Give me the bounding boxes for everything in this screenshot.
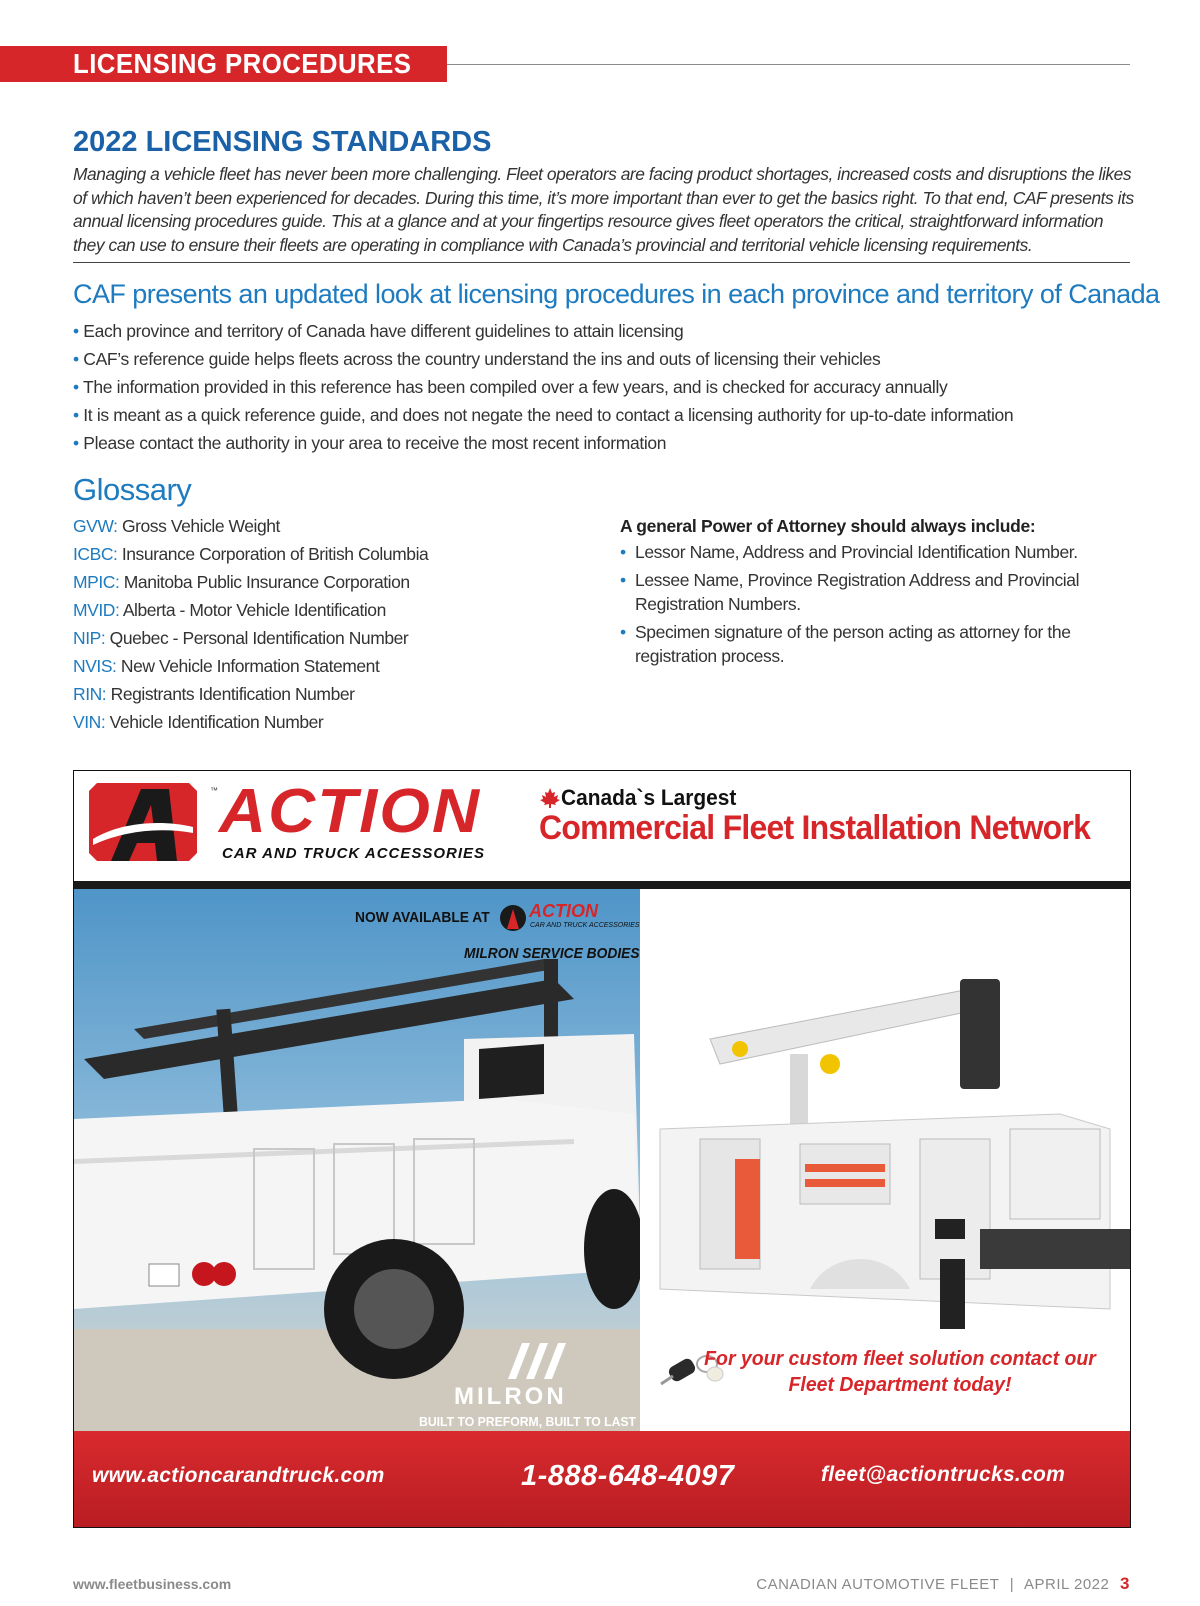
action-logo-icon (89, 779, 197, 865)
glossary-term: ICBC: (73, 544, 118, 564)
glossary-definition: Vehicle Identification Number (109, 712, 324, 732)
list-item: • Lessor Name, Address and Provincial Identification Number. (620, 542, 1078, 562)
glossary-term: GVW: (73, 516, 118, 536)
page-title: 2022 LICENSING STANDARDS (73, 126, 492, 158)
power-of-attorney-box (620, 512, 1120, 672)
bullet-dot: • (620, 542, 626, 562)
available-brand: ACTION (529, 901, 598, 921)
list-item: • CAF’s reference guide helps fleets across the country understand the ins and outs of licensing their vehicles (73, 349, 881, 369)
glossary-definition: Registrants Identification Number (110, 684, 355, 704)
ad-kicker: Canada`s Largest (561, 785, 737, 810)
issue-date: APRIL 2022 (1024, 1576, 1110, 1593)
ad-contact-bar (74, 1431, 1130, 1527)
service-truck-photo (74, 889, 640, 1431)
bullet-dot: • (73, 321, 79, 341)
list-item: • It is meant as a quick reference guide, and does not negate the need to contact a licensing authority for up-to-date information (73, 405, 1014, 425)
page-number: 3 (1120, 1574, 1130, 1593)
subheading: CAF presents an updated look at licensing procedures in each province and territory of Canada (73, 279, 1160, 309)
glossary-term: MPIC: (73, 572, 120, 592)
glossary-list (73, 512, 428, 736)
section-title: LICENSING PROCEDURES (73, 48, 412, 79)
glossary-definition: Quebec - Personal Identification Number (109, 628, 409, 648)
glossary-definition: Gross Vehicle Weight (121, 516, 280, 536)
bullet-dot: • (73, 349, 79, 369)
ad-email-link[interactable]: fleet@actiontrucks.com (821, 1463, 1066, 1486)
glossary-definition: Manitoba Public Insurance Corporation (123, 572, 410, 592)
available-sub: CAR AND TRUCK ACCESSORIES (530, 922, 640, 929)
list-item: • Specimen signature of the person acting as attorney for the registration process. (620, 622, 1071, 666)
glossary-term: RIN: (73, 684, 107, 704)
bullet-dot: • (73, 433, 79, 453)
glossary-term: MVID: (73, 600, 120, 620)
ad-brand-tagline: CAR AND TRUCK ACCESSORIES (222, 845, 486, 862)
intro-paragraph: Managing a vehicle fleet has never been more challenging. Fleet operators are facing product shortages, increased costs and disruptions the likes of which haven’t been experienced for decades. During this time, it’s more important than ever to get the basics right. To that end, CAF presents its annual licensing procedures guide. This at a glance and at your fingertips resource gives fleet operators the critical, straightforward information they can use to ensure their fleets are operating in compliance with Canada’s provincial and territorial vehicle licensing requirements. (73, 164, 1134, 255)
milron-slogan: BUILT TO PREFORM, BUILT TO LAST (419, 1414, 637, 1429)
ad-divider (74, 881, 1130, 889)
footer-publication (756, 1574, 1130, 1594)
list-item: • Lessee Name, Province Registration Address and Provincial Registration Numbers. (620, 570, 1080, 614)
now-available-label: NOW AVAILABLE AT (355, 909, 490, 926)
glossary-item (73, 652, 428, 680)
glossary-definition: New Vehicle Information Statement (120, 656, 380, 676)
product-line-label: MILRON SERVICE BODIES (464, 945, 640, 962)
bullet-dot: • (73, 377, 79, 397)
glossary-item (73, 680, 428, 708)
service-body-photo (640, 889, 1130, 1431)
list-item: • The information provided in this reference has been compiled over a few years, and is checked for accuracy annually (73, 377, 948, 397)
advertisement[interactable] (73, 770, 1131, 1528)
glossary-term: VIN: (73, 712, 106, 732)
glossary-definition: Insurance Corporation of British Columbia (121, 544, 429, 564)
bullet-dot: • (620, 622, 626, 642)
ad-website-link[interactable]: www.actioncarandtruck.com (92, 1464, 385, 1487)
ad-header (74, 771, 1130, 881)
list-item: • Please contact the authority in your area to receive the most recent information (73, 433, 667, 453)
glossary-item (73, 708, 428, 736)
glossary-heading: Glossary (73, 472, 192, 507)
milron-wordmark: MILRON (454, 1383, 567, 1410)
fleet-cta-text: For your custom fleet solution contact our Fleet Department today! (704, 1347, 1096, 1396)
ad-headline: Commercial Fleet Installation Network (539, 809, 1091, 847)
trademark-mark: ™ (210, 786, 218, 795)
section-header-rule (447, 64, 1130, 65)
milron-logo-icon (506, 1341, 568, 1381)
glossary-definition: Alberta - Motor Vehicle Identification (122, 600, 386, 620)
publication-name: CANADIAN AUTOMOTIVE FLEET (756, 1576, 1000, 1593)
glossary-term: NIP: (73, 628, 106, 648)
glossary-item (73, 512, 428, 540)
glossary-item (73, 624, 428, 652)
ad-phone-number[interactable]: 1-888-648-4097 (521, 1460, 735, 1492)
glossary-item (73, 568, 428, 596)
bullet-dot: • (620, 570, 626, 590)
intro-divider (73, 262, 1130, 263)
footer-website[interactable]: www.fleetbusiness.com (73, 1576, 232, 1592)
footer-separator: | (1009, 1576, 1015, 1593)
glossary-item (73, 596, 428, 624)
glossary-item (73, 540, 428, 568)
maple-leaf-icon (539, 787, 561, 809)
list-item: • Each province and territory of Canada have different guidelines to attain licensing (73, 321, 684, 341)
bullet-dot: • (73, 405, 79, 425)
poa-list (620, 540, 1120, 668)
ad-brand-name: ACTION (219, 777, 482, 846)
bullet-list (73, 317, 1013, 457)
glossary-term: NVIS: (73, 656, 117, 676)
poa-title: A general Power of Attorney should always include: (620, 516, 1036, 536)
